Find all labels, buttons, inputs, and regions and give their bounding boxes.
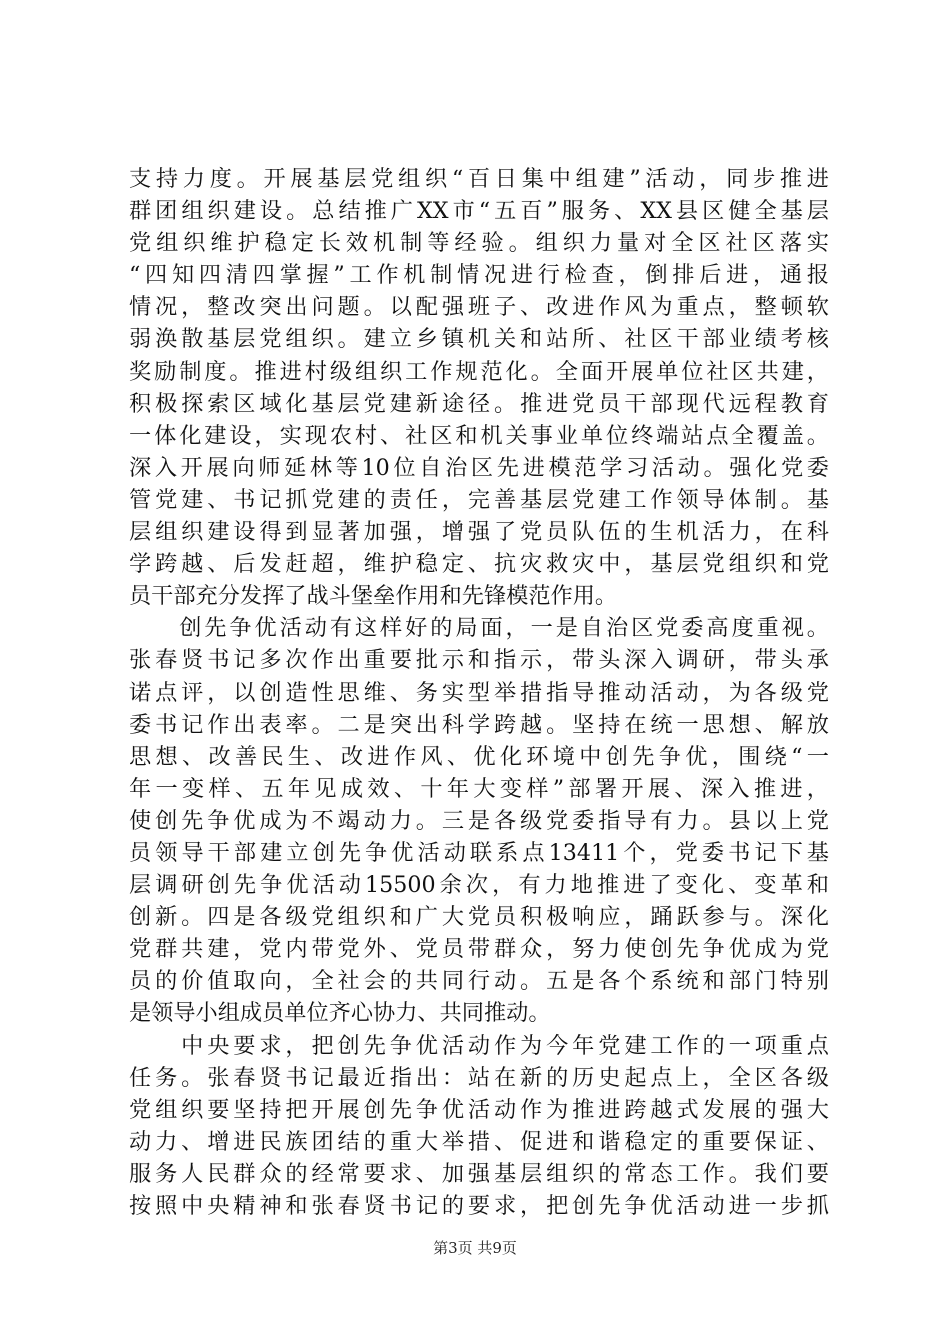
paragraph-end-line: 员干部充分发挥了战斗堡垒作用和先锋模范作用。	[129, 583, 618, 610]
text-line: 员领导干部建立创先争优活动联系点13411个，党委书记下基	[129, 839, 829, 866]
text-line: 奖励制度。推进村级组织工作规范化。全面开展单位社区共建，	[129, 358, 829, 385]
text-line: 任务。张春贤书记最近指出：站在新的历史起点上，全区各级	[129, 1064, 829, 1091]
text-line: 党组织维护稳定长效机制等经验。组织力量对全区社区落实	[129, 230, 829, 257]
text-line: 深入开展向师延林等10位自治区先进模范学习活动。强化党委	[129, 454, 829, 481]
text-line: 创新。四是各级党组织和广大党员积极响应，踊跃参与。深化	[129, 904, 829, 931]
text-line: 年一变样、五年见成效、十年大变样”部署开展、深入推进，	[129, 775, 829, 802]
text-line: 党组织要坚持把开展创先争优活动作为推进跨越式发展的强大	[129, 1096, 829, 1123]
text-line: 诺点评，以创造性思维、务实型举措指导推动活动，为各级党	[129, 679, 829, 706]
text-line: 思想、改善民生、改进作风、优化环境中创先争优，围绕“一	[129, 743, 829, 770]
text-line: 张春贤书记多次作出重要批示和指示，带头深入调研，带头承	[129, 647, 829, 674]
text-line: 员的价值取向，全社会的共同行动。五是各个系统和部门特别	[129, 968, 829, 995]
text-line: 情况，整改突出问题。以配强班子、改进作风为重点，整顿软	[129, 294, 829, 321]
text-line: 弱涣散基层党组织。建立乡镇机关和站所、社区干部业绩考核	[129, 326, 829, 353]
page-number-footer: 第3页 共9页	[433, 1239, 517, 1257]
text-line: 支持力度。开展基层党组织“百日集中组建”活动，同步推进	[129, 166, 829, 192]
text-line: 委书记作出表率。二是突出科学跨越。坚持在统一思想、解放	[129, 711, 829, 738]
paragraph-first-line: 中央要求，把创先争优活动作为今年党建工作的一项重点	[129, 1032, 829, 1059]
paragraph-end-line: 是领导小组成员单位齐心协力、共同推动。	[129, 1000, 551, 1027]
text-line: 层组织建设得到显著加强，增强了党员队伍的生机活力，在科	[129, 519, 829, 546]
text-line: 学跨越、后发赶超，维护稳定、抗灾救灾中，基层党组织和党	[129, 551, 829, 578]
text-line: 党群共建，党内带党外、党员带群众，努力使创先争优成为党	[129, 936, 829, 963]
text-line: 积极探索区域化基层党建新途径。推进党员干部现代远程教育	[129, 390, 829, 417]
text-line: 群团组织建设。总结推广XX市“五百”服务、XX县区健全基层	[129, 198, 829, 225]
text-line: 按照中央精神和张春贤书记的要求，把创先争优活动进一步抓	[129, 1193, 829, 1219]
paragraph-first-line: 创先争优活动有这样好的局面，一是自治区党委高度重视。	[129, 615, 829, 642]
text-line: 一体化建设，实现农村、社区和机关事业单位终端站点全覆盖。	[129, 422, 829, 449]
text-line: 管党建、书记抓党建的责任，完善基层党建工作领导体制。基	[129, 486, 829, 513]
body-text	[129, 163, 829, 1222]
text-line: “四知四清四掌握”工作机制情况进行检查，倒排后进，通报	[129, 262, 829, 289]
text-line: 使创先争优成为不竭动力。三是各级党委指导有力。县以上党	[129, 807, 829, 834]
text-line: 层调研创先争优活动15500余次，有力地推进了变化、变革和	[129, 872, 829, 899]
text-line: 服务人民群众的经常要求、加强基层组织的常态工作。我们要	[129, 1160, 829, 1187]
text-line: 动力、增进民族团结的重大举措、促进和谐稳定的重要保证、	[129, 1128, 829, 1155]
